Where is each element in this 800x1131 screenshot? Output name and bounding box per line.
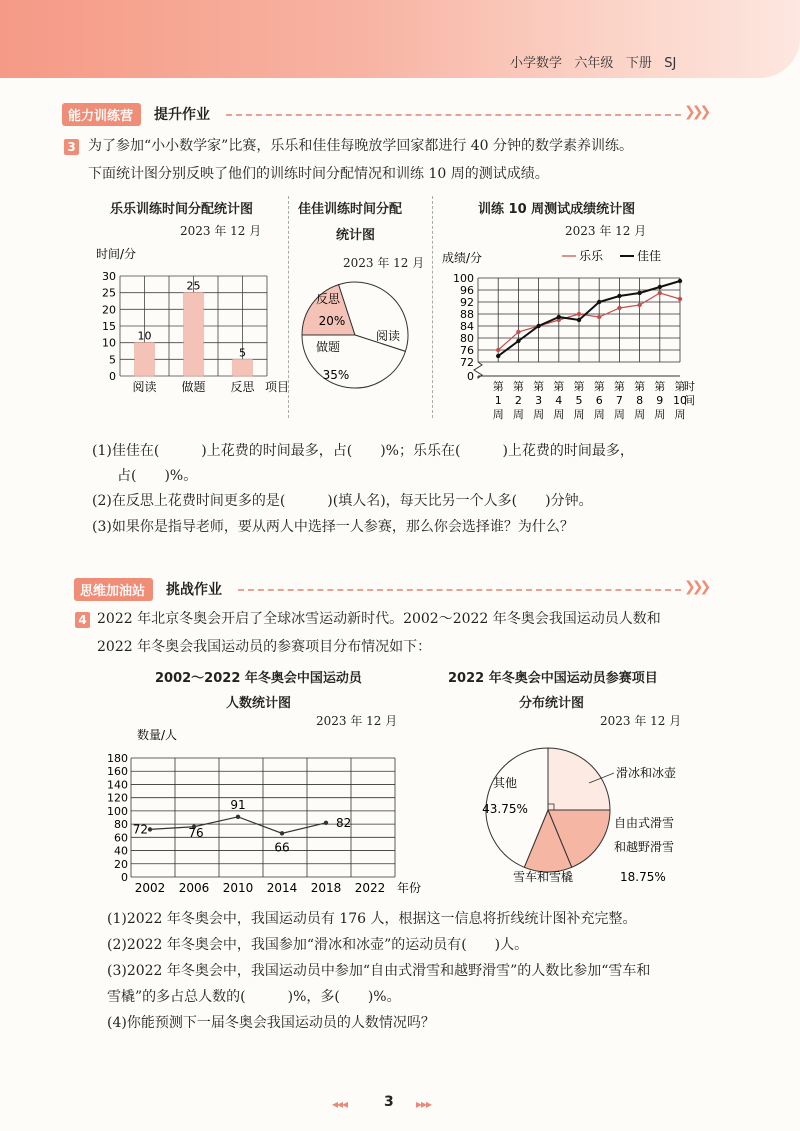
y-tick-label: 140: [107, 778, 128, 792]
data-point: [597, 315, 601, 319]
y-tick-label: 72: [460, 356, 474, 369]
bar: [184, 293, 204, 376]
data-point: [496, 348, 500, 352]
page-number: 3: [384, 1094, 394, 1110]
x-tick-label: 2014: [266, 881, 298, 895]
slice-label: 雪车和雪橇: [512, 870, 574, 884]
x-tick-label: 周: [573, 408, 585, 421]
y-tick-label: 15: [102, 320, 116, 333]
sub-question: (4)你能预测下一届冬奥会我国运动员的人数情况吗？: [107, 1015, 435, 1031]
y-tick-label: 80: [114, 818, 128, 832]
x-tick-label: 9: [656, 394, 664, 407]
chevron-right-icon: ❯❯❯: [684, 579, 708, 595]
data-label: 76: [188, 825, 204, 840]
chart-title: 分布统计图: [519, 696, 585, 711]
sub-question: (1)佳佳在( )上花费的时间最多，占( )%；乐乐在( )上花费的时间最多，: [92, 443, 634, 459]
x-tick-label: 周: [533, 408, 545, 421]
y-tick-label: 40: [114, 844, 128, 858]
x-tick-label: 2010: [222, 881, 254, 895]
x-tick-label: 周: [634, 408, 646, 421]
chart-date: 2023 年 12 月: [343, 256, 425, 270]
x-axis-label: 项目: [264, 380, 290, 394]
data-point: [496, 354, 500, 358]
data-point: [557, 315, 561, 319]
slice-value: 43.75%: [482, 802, 528, 816]
y-tick-label: 60: [114, 831, 128, 845]
sub-question: (1)2022 年冬奥会中，我国运动员有 176 人，根据这一信息将折线统计图补充完整。: [107, 911, 637, 927]
data-label: 91: [230, 797, 246, 812]
x-tick-label: 7: [615, 394, 623, 407]
data-point: [577, 318, 581, 322]
x-tick-label: 第: [492, 380, 504, 393]
question-number: 4: [75, 612, 90, 628]
y-tick-label: 100: [107, 804, 128, 818]
pie-slice: [548, 748, 610, 810]
data-point: [516, 330, 520, 334]
slice-value: 35%: [322, 368, 350, 382]
data-point: [678, 297, 682, 301]
x-tick-label: 第: [573, 380, 585, 393]
chart-title: 2002～2022 年冬奥会中国运动员: [155, 671, 362, 686]
sub-question: 雪橇”的多占总人数的( )%，多( )%。: [107, 989, 401, 1005]
data-point: [597, 300, 601, 304]
x-tick-label: 6: [595, 394, 603, 407]
data-label: 10: [137, 329, 152, 343]
data-point: [617, 306, 621, 310]
prev-page-arrows-icon[interactable]: ◂◂◂: [332, 1097, 348, 1111]
x-tick-label: 反思: [230, 380, 255, 394]
data-point: [637, 291, 641, 295]
slice-label: 阅读: [375, 329, 401, 343]
chart-title: 人数统计图: [226, 696, 292, 711]
slice-value: 18.75%: [620, 870, 666, 884]
y-tick-label: 30: [102, 270, 116, 283]
chart-title: 乐乐训练时间分配统计图: [110, 202, 254, 217]
sub-question: 占( )%。: [117, 468, 198, 484]
data-point: [280, 831, 284, 835]
line-chart-scores: [440, 242, 710, 432]
x-tick-label: 第: [613, 380, 625, 393]
header-band: [0, 0, 800, 78]
next-page-arrows-icon[interactable]: ▸▸▸: [416, 1097, 432, 1111]
x-tick-label: 第: [674, 380, 686, 393]
data-point: [617, 294, 621, 298]
data-point: [658, 285, 662, 289]
y-tick-label: 10: [102, 336, 116, 350]
x-tick-label: 2002: [134, 881, 166, 895]
question-text: 为了参加“小小数学家”比赛，乐乐和佳佳每晚放学回家都进行 40 分钟的数学素养训练。: [88, 138, 634, 154]
x-tick-label: 第: [512, 380, 524, 393]
x-tick-label: 周: [613, 408, 625, 421]
y-tick-label: 25: [102, 286, 116, 300]
y-tick-label: 120: [107, 791, 128, 805]
edition: SJ: [664, 56, 677, 71]
section-tag-ability: 能力训练营: [62, 103, 141, 126]
x-tick-label: 2022: [354, 881, 386, 895]
y-tick-label: 0: [467, 370, 474, 383]
data-point: [236, 815, 240, 819]
chart-date: 2023 年 12 月: [316, 714, 398, 728]
chart-date: 2023 年 12 月: [180, 224, 262, 238]
y-tick-label: 160: [107, 765, 128, 779]
legend-label: 乐乐: [579, 249, 604, 263]
sub-question: (3)2022 年冬奥会中，我国运动员中参加“自由式滑雪和越野滑雪”的人数比参加“雪车和: [107, 963, 651, 979]
book-title: [510, 52, 676, 71]
divider: [432, 196, 433, 418]
data-point: [536, 324, 540, 328]
y-tick-label: 96: [460, 284, 474, 297]
x-tick-label: 2006: [178, 881, 210, 895]
x-tick-label: 1: [494, 394, 502, 407]
y-tick-label: 80: [460, 332, 474, 345]
slice-value: 20%: [318, 314, 346, 328]
x-tick-label: 周: [674, 408, 686, 421]
legend-label: 佳佳: [637, 249, 662, 263]
x-tick-label: 阅读: [132, 380, 157, 394]
series-line: [498, 281, 680, 356]
data-label: 5: [239, 346, 246, 360]
section-subtitle-challenge: 挑战作业: [166, 582, 222, 598]
y-axis-label: 数量/人: [137, 728, 178, 742]
section-divider: [226, 114, 681, 116]
y-tick-label: 180: [107, 752, 128, 765]
x-tick-label: 周: [553, 408, 565, 421]
slice-label: 和越野滑雪: [614, 840, 675, 854]
bar: [135, 343, 155, 376]
series-line: [498, 293, 680, 350]
chart-title: 训练 10 周测试成绩统计图: [478, 202, 636, 217]
question-text: 2022 年冬奥会我国运动员的参赛项目分布情况如下：: [97, 639, 432, 655]
bar: [233, 359, 253, 376]
series-line: [150, 817, 326, 834]
x-tick-label: 8: [636, 394, 644, 407]
question-text: 2022 年北京冬奥会开启了全球冰雪运动新时代。2002～2022 年冬奥会我国运动员人数和: [97, 611, 661, 627]
chart-title: 统计图: [336, 228, 376, 243]
section-subtitle-advanced: 提升作业: [154, 107, 210, 123]
x-tick-label: 第: [533, 380, 545, 393]
grade: 六年级: [574, 56, 614, 71]
section-tag-thinking: 思维加油站: [74, 578, 153, 601]
data-point: [516, 339, 520, 343]
x-axis-label: 年份: [396, 881, 422, 895]
question-text: 下面统计图分别反映了他们的训练时间分配情况和训练 10 周的测试成绩。: [88, 166, 549, 182]
sub-question: (2)在反思上花费时间更多的是( )(填人名)，每天比另一个人多( )分钟。: [92, 493, 593, 509]
y-tick-label: 0: [121, 871, 128, 884]
y-tick-label: 5: [109, 353, 116, 367]
data-point: [577, 312, 581, 316]
question-number: 3: [64, 139, 79, 155]
y-axis-label: 时间/分: [96, 247, 137, 261]
data-label: 72: [132, 822, 148, 837]
x-tick-label: 4: [555, 394, 563, 407]
x-tick-label: 第: [593, 380, 605, 393]
y-tick-label: 100: [453, 272, 474, 285]
slice-label: 滑冰和冰壶: [616, 766, 677, 780]
x-tick-label: 2: [514, 394, 522, 407]
x-tick-label: 周: [492, 408, 504, 421]
data-point: [148, 827, 152, 831]
book-name: 小学数学: [510, 56, 563, 71]
x-axis-label: 时: [684, 380, 695, 393]
slice-label: 反思: [315, 292, 341, 306]
volume: 下册: [625, 56, 652, 71]
y-tick-label: 0: [109, 370, 116, 383]
chart-title: 2022 年冬奥会中国运动员参赛项目: [448, 671, 658, 686]
y-tick-label: 88: [460, 308, 474, 321]
x-tick-label: 第: [634, 380, 646, 393]
x-tick-label: 10: [673, 394, 687, 407]
x-tick-label: 2018: [310, 881, 342, 895]
chart-date: 2023 年 12 月: [565, 224, 647, 238]
sub-question: (3)如果你是指导老师，要从两人中选择一人参赛，那么你会选择谁？为什么？: [92, 519, 574, 535]
sub-question: (2)2022 年冬奥会中，我国参加“滑冰和冰壶”的运动员有( )人。: [107, 937, 529, 953]
x-tick-label: 第: [654, 380, 666, 393]
data-point: [658, 291, 662, 295]
y-tick-label: 20: [114, 857, 128, 871]
x-tick-label: 做题: [181, 380, 206, 394]
y-axis-label: 成绩/分: [442, 251, 483, 265]
data-point: [637, 303, 641, 307]
y-tick-label: 92: [460, 296, 474, 309]
chart-title: 佳佳训练时间分配: [298, 202, 403, 217]
data-point: [678, 279, 682, 283]
line-chart-athletes: [95, 725, 425, 900]
x-tick-label: 5: [575, 394, 583, 407]
chart-date: 2023 年 12 月: [600, 714, 682, 728]
x-tick-label: 3: [535, 394, 543, 407]
y-tick-label: 20: [102, 303, 116, 317]
y-tick-label: 76: [460, 344, 474, 357]
slice-label: 自由式滑雪: [614, 816, 675, 830]
data-label: 66: [274, 840, 290, 855]
slice-label: 做题: [315, 340, 341, 354]
data-point: [324, 821, 328, 825]
divider: [288, 196, 289, 418]
pie-chart-jiajia: [298, 275, 418, 395]
slice-label: 其他: [492, 776, 518, 790]
x-tick-label: 周: [654, 408, 666, 421]
x-tick-label: 第: [553, 380, 565, 393]
pie-chart-events: [470, 735, 710, 895]
x-tick-label: 周: [593, 408, 605, 421]
data-label: 25: [186, 279, 201, 293]
x-axis-label: 间: [684, 394, 695, 407]
bar-chart-leler: [92, 242, 292, 397]
chevron-right-icon: ❯❯❯: [684, 104, 708, 120]
data-label: 82: [336, 815, 352, 830]
x-tick-label: 周: [512, 408, 524, 421]
y-tick-label: 84: [460, 320, 474, 333]
section-divider: [238, 589, 681, 591]
